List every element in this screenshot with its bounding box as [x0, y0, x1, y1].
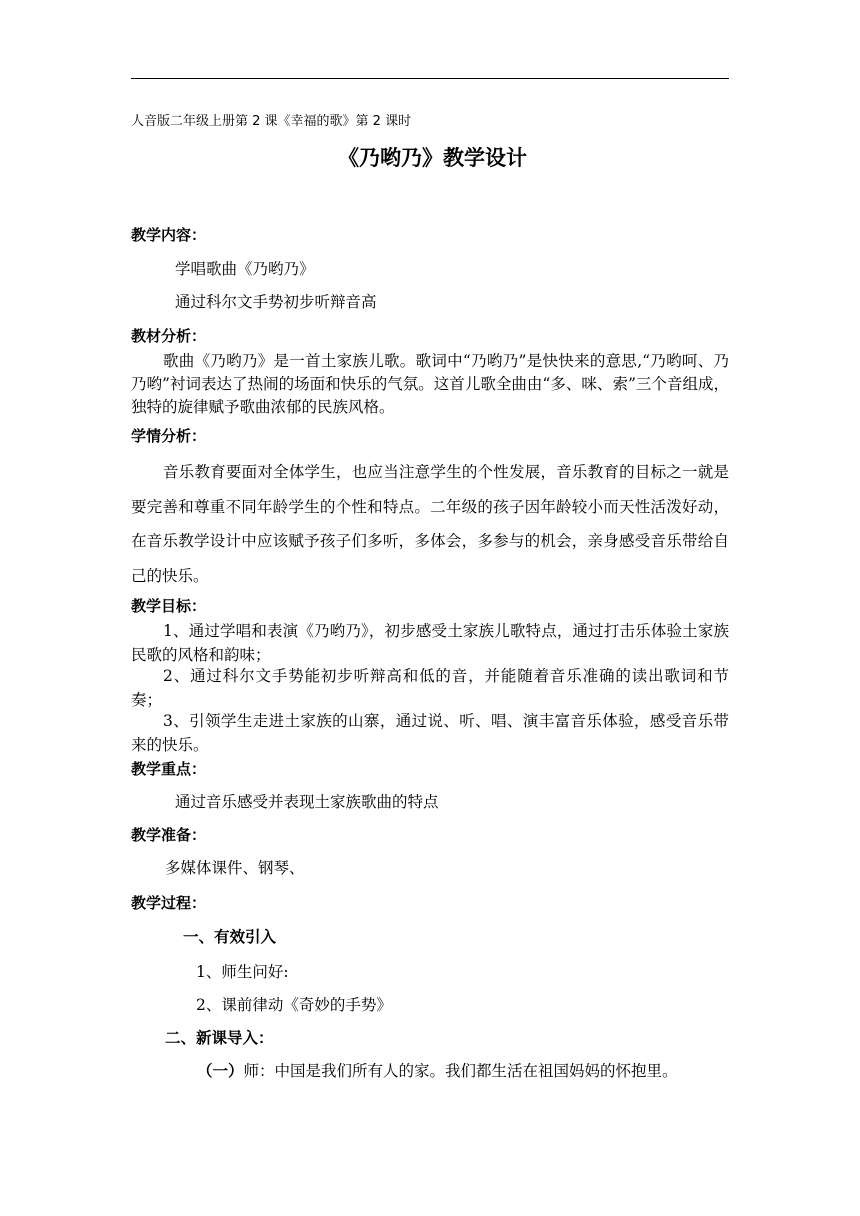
process-step-2-sub-text: 师：中国是我们所有人的家。我们都生活在祖国妈妈的怀抱里。 — [243, 1062, 678, 1080]
prep-text: 多媒体课件、钢琴、 — [165, 859, 305, 877]
process-step-1-item-1: 1、师生问好: — [196, 963, 289, 981]
process-step-2: 二、新课导入： — [165, 1029, 274, 1047]
students-paragraph: 音乐教育要面对全体学生，也应当注意学生的个性发展，音乐教育的目标之一就是要完善和尊重不同年龄学生的个性和特点。二年级的孩子因年龄较小而天性活泼好动，在音乐教学设计中应该赋予孩子们多听，多体会，多参与的机会，亲身感受音乐带给自己的快乐。 — [131, 463, 729, 585]
goal-item-3: 3、引领学生走进土家族的山寨，通过说、听、唱、演丰富音乐体验，感受音乐带来的快乐。 — [131, 712, 729, 754]
section-heading-process: 教学过程： — [131, 894, 207, 912]
section-heading-goals: 教学目标： — [131, 597, 207, 615]
content-item-2: 通过科尔文手势初步听辩音高 — [175, 293, 377, 311]
section-heading-content: 教学内容： — [131, 226, 207, 244]
header-rule — [131, 78, 729, 79]
section-heading-key: 教学重点： — [131, 760, 207, 778]
material-paragraph: 歌曲《乃哟乃》是一首土家族儿歌。歌词中“乃哟乃”是快快来的意思,“乃哟呵、乃乃哟”衬词表达了热闹的场面和快乐的气氛。这首儿歌全曲由“多、咪、索”三个音组成，独特的旋律赋予歌曲浓郁的民族风格。 — [131, 352, 729, 416]
process-step-1: 一、有效引入 — [183, 928, 277, 946]
header-line: 人音版二年级上册第 2 课《幸福的歌》第 2 课时 — [131, 114, 412, 129]
process-step-2-sub — [197, 1061, 678, 1081]
goal-item-1: 1、通过学唱和表演《乃哟乃》，初步感受土家族儿歌特点，通过打击乐体验土家族民歌的风格和韵味； — [131, 622, 729, 664]
section-heading-students: 学情分析： — [131, 427, 207, 445]
section-heading-prep: 教学准备： — [131, 826, 207, 844]
process-step-1-item-2: 2、课前律动《奇妙的手势》 — [196, 996, 392, 1014]
section-heading-material: 教材分析： — [131, 327, 207, 345]
goal-item-2: 2、通过科尔文手势能初步听辩高和低的音，并能随着音乐准确的读出歌词和节奏； — [131, 667, 729, 709]
key-text: 通过音乐感受并表现土家族歌曲的特点 — [175, 793, 439, 811]
process-step-2-sub-label: （一） — [197, 1062, 244, 1080]
page-title: 《乃哟乃》教学设计 — [338, 146, 527, 170]
content-item-1: 学唱歌曲《乃哟乃》 — [175, 260, 315, 278]
